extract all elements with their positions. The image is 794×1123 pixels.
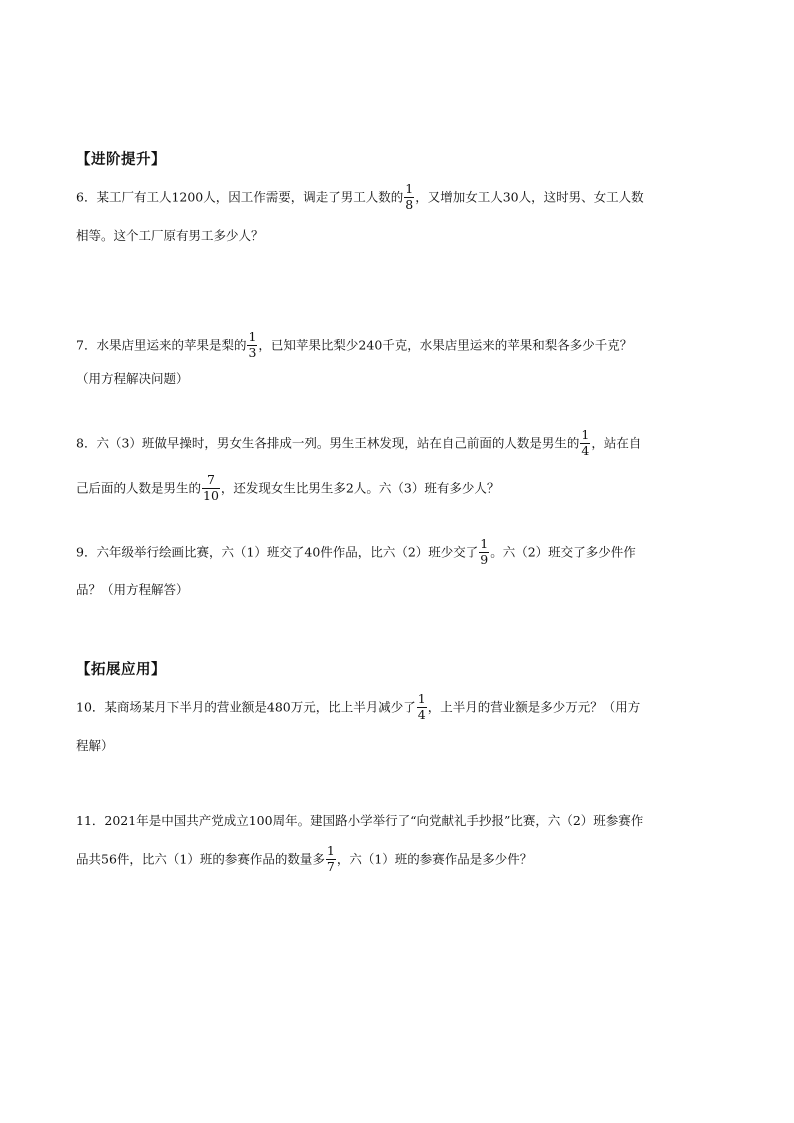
problem-11-text-a: 品共56件，比六（1）班的参赛作品的数量多 xyxy=(76,851,325,867)
problem-8-line-1 xyxy=(76,427,642,458)
fraction-denominator: 4 xyxy=(417,706,426,722)
problem-8-text-c: 己后面的人数是男生的 xyxy=(76,480,202,496)
section-heading-extended: 【拓展应用】 xyxy=(76,662,166,678)
problem-8-fraction-2 xyxy=(202,474,220,502)
problem-9-text-a: 9．六年级举行绘画比赛，六（1）班交了40件作品，比六（2）班少交了 xyxy=(76,544,479,560)
fraction-numerator: 7 xyxy=(202,474,220,489)
problem-7-fraction xyxy=(247,331,257,359)
problem-11-fraction xyxy=(326,845,336,873)
problem-8-text-a: 8．六（3）班做早操时，男女生各排成一列。男生王林发现，站在自己前面的人数是男生的 xyxy=(76,435,580,451)
problem-9-line-2: 品？（用方程解答） xyxy=(76,582,189,597)
fraction-denominator: 7 xyxy=(326,858,335,874)
problem-6-text-b: ，又增加女工人30人，这时男、女工人数 xyxy=(415,189,644,205)
problem-9-fraction xyxy=(479,538,489,566)
problem-7-line-1 xyxy=(76,329,633,360)
problem-8-fraction-1 xyxy=(580,429,590,457)
problem-10-line-2: 程解） xyxy=(76,738,114,753)
problem-9-line-1 xyxy=(76,536,636,567)
fraction-numerator: 1 xyxy=(248,329,257,344)
problem-6-fraction xyxy=(404,183,414,211)
problem-7-text-a: 7．水果店里运来的苹果是梨的 xyxy=(76,337,247,353)
fraction-denominator: 3 xyxy=(248,344,257,360)
problem-7-line-2: （用方程解决问题） xyxy=(76,371,189,386)
problem-9-text-b: 。六（2）班交了多少件作 xyxy=(490,544,636,560)
fraction-numerator: 1 xyxy=(581,427,590,442)
problem-6-line-1 xyxy=(76,181,644,212)
fraction-numerator: 1 xyxy=(405,181,414,196)
problem-8-text-b: ，站在自 xyxy=(591,435,642,451)
problem-7-text-b: ，已知苹果比梨少240千克，水果店里运来的苹果和梨各多少千克？ xyxy=(258,337,633,353)
problem-11-text-b: ，六（1）班的参赛作品是多少件？ xyxy=(336,851,533,867)
problem-11-line-2 xyxy=(76,843,533,874)
problem-10-text-b: ，上半月的营业额是多少万元？（用方 xyxy=(427,699,641,715)
fraction-denominator: 10 xyxy=(203,487,219,503)
problem-8-text-d: ，还发现女生比男生多2人。六（3）班有多少人？ xyxy=(220,480,500,496)
fraction-denominator: 9 xyxy=(480,551,489,567)
fraction-numerator: 1 xyxy=(480,536,489,551)
fraction-denominator: 8 xyxy=(405,196,414,212)
problem-6-text-a: 6．某工厂有工人1200人，因工作需要，调走了男工人数的 xyxy=(76,189,404,205)
problem-8-line-2 xyxy=(76,472,500,503)
section-heading-advanced: 【进阶提升】 xyxy=(76,152,166,168)
problem-10-fraction xyxy=(417,693,427,721)
fraction-numerator: 1 xyxy=(326,843,335,858)
problem-6-line-2: 相等。这个工厂原有男工多少人？ xyxy=(76,228,264,243)
fraction-numerator: 1 xyxy=(417,691,426,706)
fraction-denominator: 4 xyxy=(581,442,590,458)
problem-10-line-1 xyxy=(76,691,641,722)
problem-11-line-1: 11．2021年是中国共产党成立100周年。建国路小学举行了“向党献礼手抄报”比赛，六（2）班参赛作 xyxy=(76,813,644,828)
problem-10-text-a: 10．某商场某月下半月的营业额是480万元，比上半月减少了 xyxy=(76,699,416,715)
